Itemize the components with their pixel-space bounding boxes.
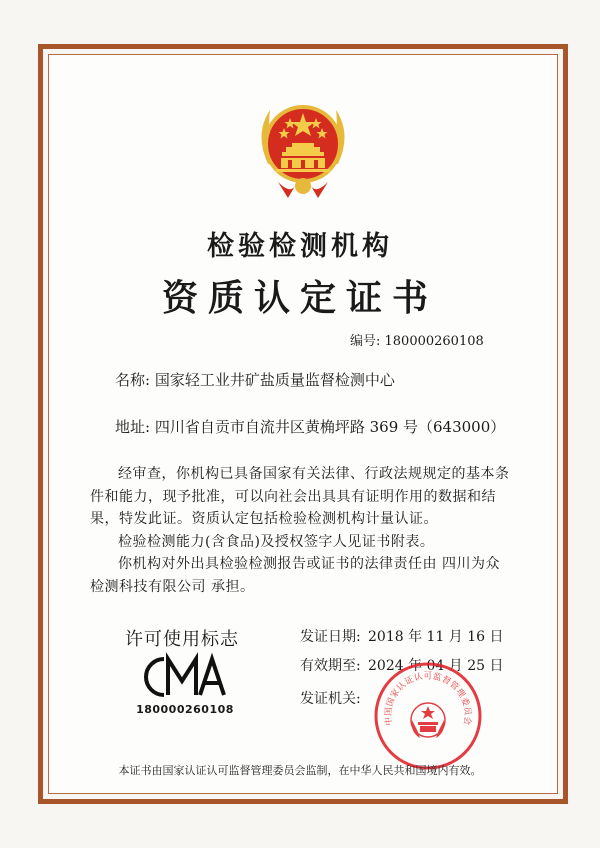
emblem-ribbon-left xyxy=(278,182,295,198)
institution-address-value: 四川省自贡市自流井区黄桷坪路 369 号（643000） xyxy=(154,418,506,436)
body-paragraph-liability: 你机构对外出具检验检测报告或证书的法律责任由 四川为众检测科技有限公司 承担。 xyxy=(90,556,500,595)
institution-address-label: 地址: xyxy=(115,418,151,436)
valid-until-label: 有效期至: xyxy=(300,658,361,674)
institution-address-row xyxy=(115,416,505,437)
body-paragraph-approval: 经审查，你机构已具备国家有关法律、行政法规规定的基本条件和能力，现予批准，可以向社会出具具有证明作用的数据和结果，特发此证。资质认定包括检验检测机构计量认证。 xyxy=(90,466,510,527)
institution-name-value: 国家轻工业井矿盐质量监督检测中心 xyxy=(154,371,395,389)
emblem-ribbon-right xyxy=(311,182,328,198)
institution-name-row xyxy=(115,369,395,390)
institution-name-label: 名称: xyxy=(115,371,151,389)
cma-logo-icon xyxy=(138,651,230,703)
issuing-authority-row xyxy=(300,688,368,708)
body-paragraph-scope: 检验检测能力(含食品)及授权签字人见证书附表。 xyxy=(118,533,435,550)
emblem-gear xyxy=(295,178,311,194)
cma-letter-m xyxy=(168,659,196,695)
national-emblem-icon xyxy=(248,94,358,204)
cma-license-number: 180000260108 xyxy=(136,703,234,716)
official-seal-icon xyxy=(372,660,484,772)
certificate-number: 编号: 180000260108 xyxy=(350,334,484,349)
certificate-title-line1: 检验检测机构 xyxy=(207,231,393,262)
valid-until-value: 2024 年 04 月 25 日 xyxy=(368,658,504,674)
cma-letter-c xyxy=(146,659,164,695)
cma-letter-a xyxy=(200,659,224,695)
issuing-authority-label: 发证机关: xyxy=(300,691,361,707)
certificate-body xyxy=(90,463,510,598)
certificate-title-line2: 资质认定证书 xyxy=(161,278,438,319)
certificate-footer-note: 本证书由国家认证认可监督管理委员会监制，在中华人民共和国境内有效。 xyxy=(118,764,482,777)
issue-date-value: 2018 年 11 月 16 日 xyxy=(368,629,504,645)
issue-date-label: 发证日期: xyxy=(300,629,361,645)
seal-text: 中国国家认证认可监督管理委员会 xyxy=(383,671,473,727)
license-mark-label: 许可使用标志 xyxy=(125,629,239,650)
issue-date-row xyxy=(300,626,504,646)
